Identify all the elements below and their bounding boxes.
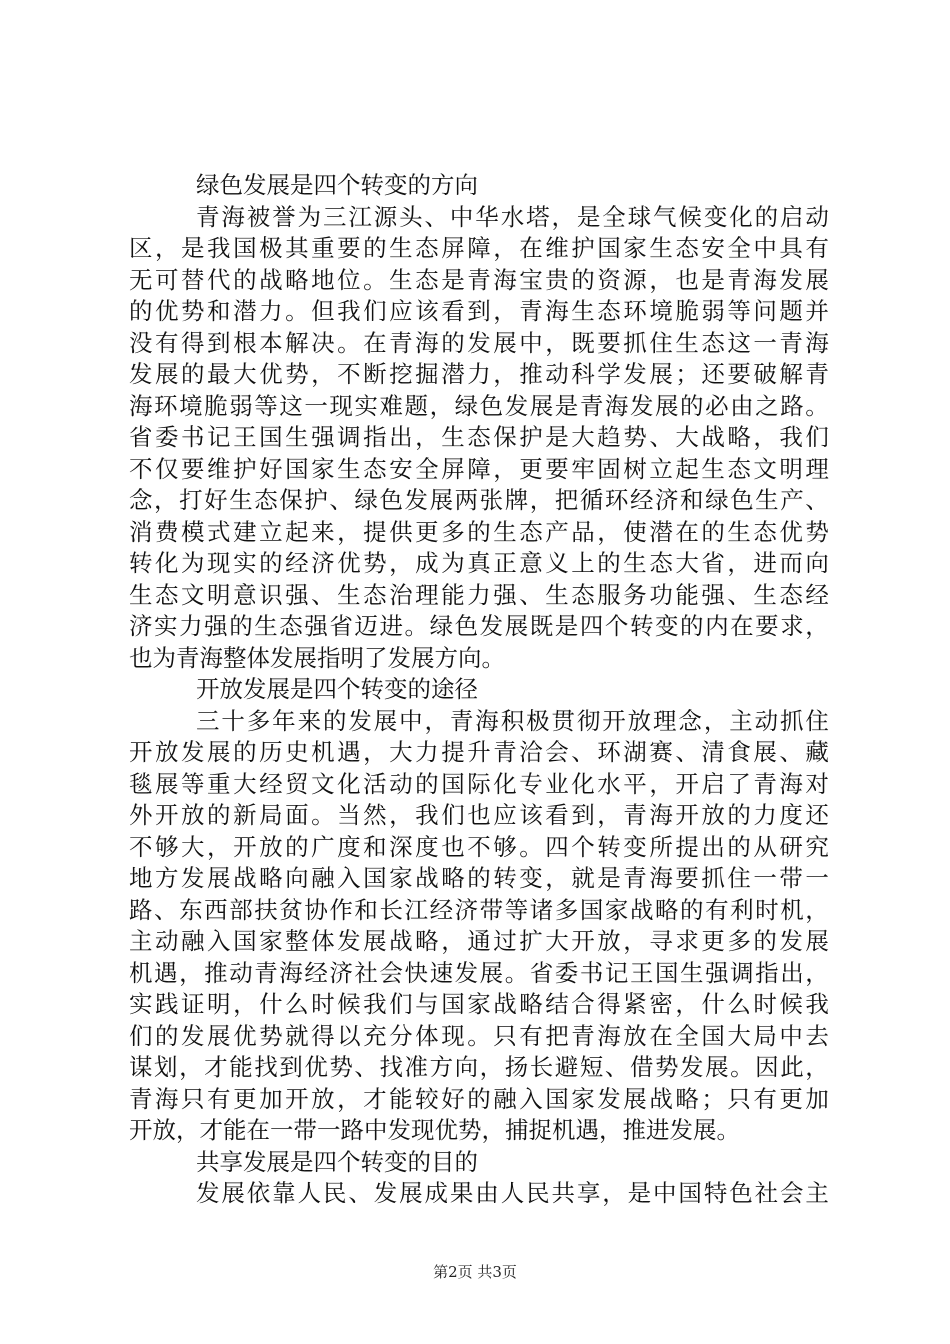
text-line: 机 遇 ， 推 动 青 海 经 济 社 会 快 速 发 展 。 省 委 书 记 王 国 生 强 调 指 出 ， (129, 958, 829, 987)
text-line: 转 化 为 现 实 的 经 济 优 势 ， 成 为 真 正 意 义 上 的 生 态 大 省 ， 进 而 向 (129, 549, 829, 577)
text-line: 不 够 大 ， 开 放 的 广 度 和 深 度 也 不 够 。 四 个 转 变 所 提 出 的 从 研 究 (129, 832, 829, 861)
page-footer: 第2页 共3页 (433, 1263, 517, 1281)
text-line: 消 费 模 式 建 立 起 来 ， 提 供 更 多 的 生 态 产 品 ， 使 潜 在 的 生 态 优 势 (129, 517, 829, 546)
text-line: 毯 展 等 重 大 经 贸 文 化 活 动 的 国 际 化 专 业 化 水 平 ， 开 启 了 青 海 对 (129, 769, 829, 798)
text-line: 三 十 多 年 来 的 发 展 中 ， 青 海 积 极 贯 彻 开 放 理 念 ， 主 动 抓 住 (196, 706, 829, 735)
text-line: 无 可 替 代 的 战 略 地 位 。 生 态 是 青 海 宝 贵 的 资 源 ， 也 是 青 海 发 展 (129, 265, 829, 294)
text-line: 们 的 发 展 优 势 就 得 以 充 分 体 现 。 只 有 把 青 海 放 在 全 国 大 局 中 去 (129, 1021, 829, 1050)
text-line: 实 践 证 明 ， 什 么 时 候 我 们 与 国 家 战 略 结 合 得 紧 密 ， 什 么 时 候 我 (129, 990, 829, 1018)
text-line: 共享发展是四个转变的目的 (196, 1147, 478, 1176)
text-line: 开放发展是四个转变的途径 (196, 675, 478, 703)
text-line: 地 方 发 展 战 略 向 融 入 国 家 战 略 的 转 变 ， 就 是 青 海 要 抓 住 一 带 一 (129, 864, 829, 892)
text-line: 济 实 力 强 的 生 态 强 省 迈 进 。 绿 色 发 展 既 是 四 个 转 变 的 内 在 要 求 ， (129, 612, 829, 640)
text-line: 主 动 融 入 国 家 整 体 发 展 战 略 ， 通 过 扩 大 开 放 ， 寻 求 更 多 的 发 展 (129, 927, 829, 955)
text-line: 发 展 依 靠 人 民 、 发 展 成 果 由 人 民 共 享 ， 是 中 国 特 色 社 会 主 (196, 1179, 829, 1207)
text-line: 生 态 文 明 意 识 强 、 生 态 治 理 能 力 强 、 生 态 服 务 功 能 强 、 生 态 经 (129, 580, 829, 609)
text-line: 开放，才能在一带一路中发现优势，捕捉机遇，推进发展。 (129, 1116, 740, 1144)
document-body (129, 170, 829, 1210)
text-line: 区 ， 是 我 国 极 其 重 要 的 生 态 屏 障 ， 在 维 护 国 家 生 态 安 全 中 具 有 (129, 234, 829, 262)
text-line: 海 环 境 脆 弱 等 这 一 现 实 难 题 ， 绿 色 发 展 是 青 海 发 展 的 必 由 之 路 。 (129, 391, 829, 420)
text-line: 路 、 东 西 部 扶 贫 协 作 和 长 江 经 济 带 等 诸 多 国 家 战 略 的 有 利 时 机 ， (129, 895, 829, 924)
text-line: 也为青海整体发展指明了发展方向。 (129, 643, 505, 672)
text-line: 省 委 书 记 王 国 生 强 调 指 出 ， 生 态 保 护 是 大 趋 势 、 大 战 略 ， 我 们 (129, 423, 829, 451)
text-line: 谋 划 ， 才 能 找 到 优 势 、 找 准 方 向 ， 扬 长 避 短 、 借 势 发 展 。 因 此 ， (129, 1053, 829, 1081)
text-line: 不 仅 要 维 护 好 国 家 生 态 安 全 屏 障 ， 更 要 牢 固 树 立 起 生 态 文 明 理 (129, 454, 829, 483)
text-line: 青 海 被 誉 为 三 江 源 头 、 中 华 水 塔 ， 是 全 球 气 候 变 化 的 启 动 (196, 202, 829, 231)
text-line: 的 优 势 和 潜 力 。 但 我 们 应 该 看 到 ， 青 海 生 态 环 境 脆 弱 等 问 题 并 (129, 297, 829, 325)
text-line: 发 展 的 最 大 优 势 ， 不 断 挖 掘 潜 力 ， 推 动 科 学 发 展 ； 还 要 破 解 青 (129, 360, 829, 388)
text-line: 青 海 只 有 更 加 开 放 ， 才 能 较 好 的 融 入 国 家 发 展 战 略 ； 只 有 更 加 (129, 1084, 829, 1113)
text-line: 开 放 发 展 的 历 史 机 遇 ， 大 力 提 升 青 洽 会 、 环 湖 赛 、 清 食 展 、 藏 (129, 738, 829, 766)
text-line: 念 ， 打 好 生 态 保 护 、 绿 色 发 展 两 张 牌 ， 把 循 环 经 济 和 绿 色 生 产 、 (129, 486, 829, 514)
text-line: 绿色发展是四个转变的方向 (196, 171, 478, 199)
text-line: 没 有 得 到 根 本 解 决 。 在 青 海 的 发 展 中 ， 既 要 抓 住 生 态 这 一 青 海 (129, 328, 829, 357)
text-line: 外 开 放 的 新 局 面 。 当 然 ， 我 们 也 应 该 看 到 ， 青 海 开 放 的 力 度 还 (129, 801, 829, 829)
